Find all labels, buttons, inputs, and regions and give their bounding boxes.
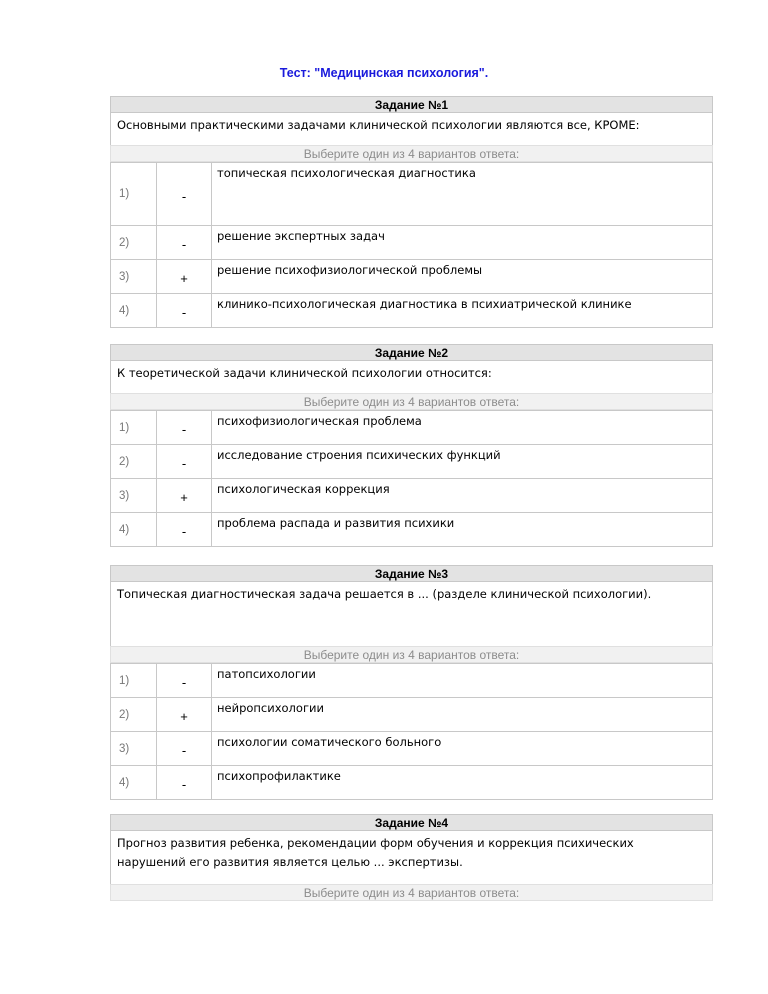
answer-mark: - [157, 445, 212, 479]
answer-mark: - [157, 411, 212, 445]
task-3 [110, 565, 713, 800]
answer-instruction: Выберите один из 4 вариантов ответа: [110, 884, 713, 901]
answer-row [111, 226, 713, 260]
task-header: Задание №3 [110, 565, 713, 582]
answer-row [111, 732, 713, 766]
answer-instruction: Выберите один из 4 вариантов ответа: [110, 646, 713, 663]
task-2 [110, 344, 713, 547]
answer-number: 4) [111, 513, 157, 547]
answer-row [111, 766, 713, 800]
answer-number: 4) [111, 766, 157, 800]
answer-text: топическая психологическая диагностика [212, 163, 713, 226]
answer-row [111, 411, 713, 445]
answer-row [111, 698, 713, 732]
answer-row [111, 294, 713, 328]
answer-mark: + [157, 260, 212, 294]
answer-text: психологии соматического больного [212, 732, 713, 766]
answer-text: решение психофизиологической проблемы [212, 260, 713, 294]
answer-number: 1) [111, 163, 157, 226]
answer-number: 3) [111, 479, 157, 513]
answer-mark: - [157, 664, 212, 698]
answer-instruction: Выберите один из 4 вариантов ответа: [110, 393, 713, 410]
answer-table [110, 663, 713, 800]
answer-text: решение экспертных задач [212, 226, 713, 260]
answer-text: психофизиологическая проблема [212, 411, 713, 445]
answer-text: психологическая коррекция [212, 479, 713, 513]
answer-mark: + [157, 479, 212, 513]
answer-mark: - [157, 163, 212, 226]
answer-number: 2) [111, 445, 157, 479]
answer-row [111, 513, 713, 547]
answer-table [110, 410, 713, 547]
task-4 [110, 814, 713, 901]
question-text: К теоретической задачи клинической психологии относится: [110, 361, 713, 393]
answer-text: проблема распада и развития психики [212, 513, 713, 547]
answer-number: 3) [111, 732, 157, 766]
answer-number: 2) [111, 226, 157, 260]
answer-text: клинико-психологическая диагностика в психиатрической клинике [212, 294, 713, 328]
page-title: Тест: "Медицинская психология". [279, 66, 489, 80]
answer-number: 2) [111, 698, 157, 732]
answer-number: 3) [111, 260, 157, 294]
question-text: Основными практическими задачами клинической психологии являются все, КРОМЕ: [110, 113, 713, 145]
answer-mark: - [157, 732, 212, 766]
answer-number: 1) [111, 664, 157, 698]
answer-text: нейропсихологии [212, 698, 713, 732]
question-text: Топическая диагностическая задача решается в ... (разделе клинической психологии). [110, 582, 713, 646]
answer-instruction: Выберите один из 4 вариантов ответа: [110, 145, 713, 162]
answer-row [111, 479, 713, 513]
answer-mark: + [157, 698, 212, 732]
answer-text: патопсихологии [212, 664, 713, 698]
answer-mark: - [157, 294, 212, 328]
answer-mark: - [157, 766, 212, 800]
task-header: Задание №1 [110, 96, 713, 113]
answer-text: исследование строения психических функций [212, 445, 713, 479]
answer-mark: - [157, 513, 212, 547]
answer-row [111, 445, 713, 479]
question-text: Прогноз развития ребенка, рекомендации форм обучения и коррекция психических нарушений его развития является целью ... экспертизы. [110, 831, 713, 884]
answer-mark: - [157, 226, 212, 260]
task-header: Задание №4 [110, 814, 713, 831]
answer-row [111, 163, 713, 226]
answer-row [111, 664, 713, 698]
task-1 [110, 96, 713, 328]
answer-table [110, 162, 713, 328]
answer-row [111, 260, 713, 294]
answer-text: психопрофилактике [212, 766, 713, 800]
answer-number: 1) [111, 411, 157, 445]
answer-number: 4) [111, 294, 157, 328]
task-header: Задание №2 [110, 344, 713, 361]
